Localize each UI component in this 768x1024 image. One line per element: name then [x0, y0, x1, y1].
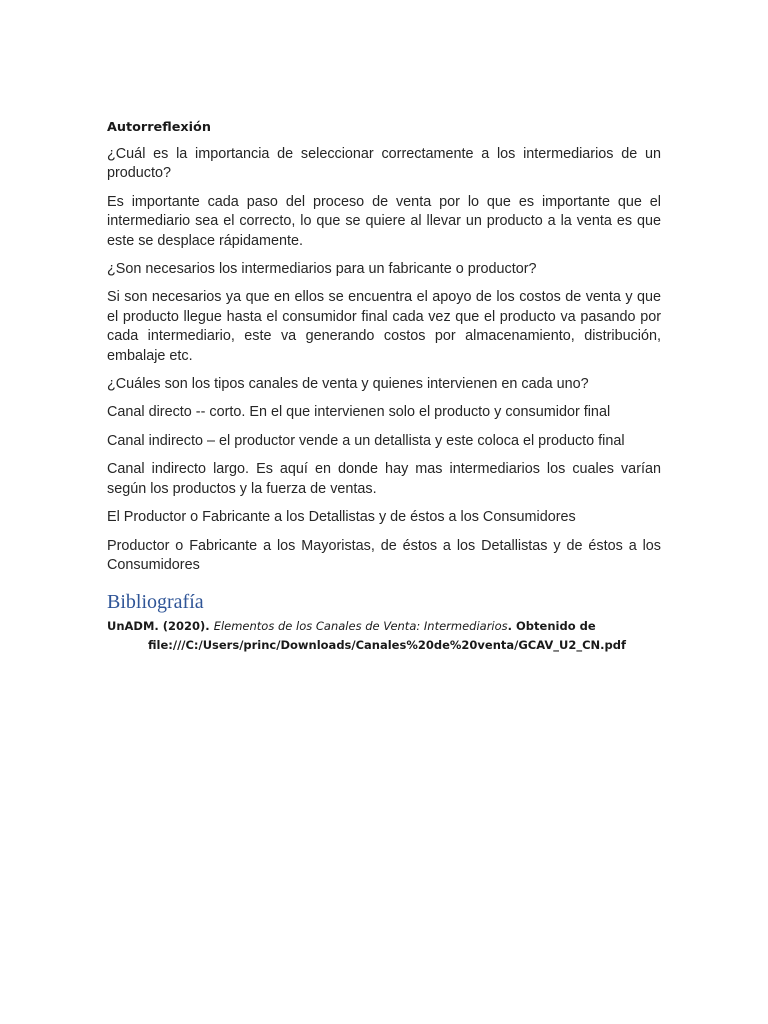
question-channel-types: ¿Cuáles son los tipos canales de venta y quienes intervienen en cada uno? — [107, 376, 589, 393]
reference-url: file:///C:/Users/princ/Downloads/Canales%20de%20venta/GCAV_U2_CN.pdf — [148, 638, 626, 653]
channel-indirect: Canal indirecto – el productor vende a un detallista y este coloca el producto final — [107, 432, 625, 449]
answer-necessary: Si son necesarios ya que en ellos se encuentra el apoyo de los costos de venta y que el producto llegue hasta el consumidor final cada vez que el producto va pasando por cada intermediario, este va generando costos por almacenamiento, distribución, embalaje etc. — [107, 289, 661, 364]
document-page — [107, 118, 661, 655]
reference-work-title: Elementos de los Canales de Venta: Intermediarios — [213, 619, 508, 634]
bibliography-title: Bibliografía — [107, 591, 204, 614]
channel-indirect-long: Canal indirecto largo. Es aquí en donde hay mas intermediarios los cuales varían según los productos y la fuerza de ventas. — [107, 461, 661, 497]
reference-obtained: . Obtenido de — [507, 619, 596, 634]
bibliography-reference — [107, 617, 661, 655]
channel-producer-wholesaler: Productor o Fabricante a los Mayoristas, de éstos a los Detallistas y de éstos a los Consumidores — [107, 537, 661, 573]
section-heading: Autorreflexión — [107, 120, 211, 135]
channel-producer-retailer: El Productor o Fabricante a los Detallistas y de éstos a los Consumidores — [107, 509, 576, 526]
reference-author-year: UnADM. (2020). — [107, 619, 214, 634]
reference-line-1 — [107, 617, 661, 636]
channel-direct: Canal directo -- corto. En el que intervienen solo el producto y consumidor final — [107, 404, 611, 421]
answer-importance: Es importante cada paso del proceso de venta por lo que es importante que el intermediario sea el correcto, lo que se quiere al llevar un producto a la venta es que este se desplace rápidamente. — [107, 193, 661, 249]
question-importance: ¿Cuál es la importancia de seleccionar correctamente a los intermediarios de un producto? — [107, 146, 661, 182]
question-necessary: ¿Son necesarios los intermediarios para un fabricante o productor? — [107, 261, 537, 278]
